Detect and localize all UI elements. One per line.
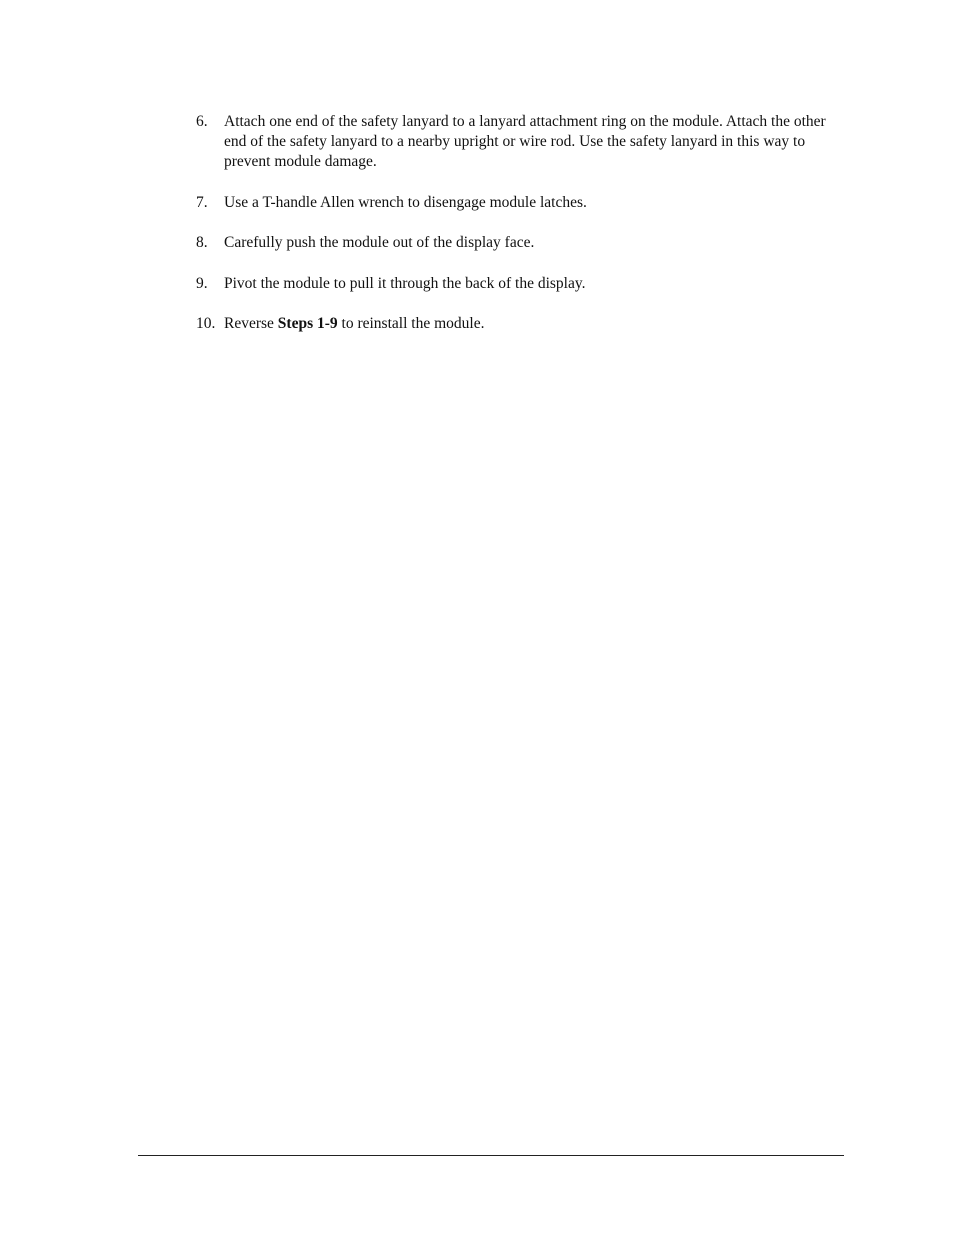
step-text-prefix: Reverse: [224, 315, 278, 332]
step-number: 10.: [196, 315, 216, 332]
step-reference-bold: Steps 1-9: [277, 315, 338, 332]
step-text: [224, 314, 841, 334]
step-text: Pivot the module to pull it through the back of the display.: [224, 274, 586, 292]
step-number: 8.: [196, 234, 208, 251]
list-item-step-6: [196, 112, 841, 172]
list-item-step-7: [196, 193, 841, 213]
list-item-step-9: [196, 274, 841, 294]
step-text: Use a T-handle Allen wrench to disengage module latches.: [224, 193, 587, 211]
list-item-step-10: [196, 314, 841, 334]
step-number: 7.: [196, 193, 208, 211]
step-text: Attach one end of the safety lanyard to a lanyard attachment ring on the module. Attach the other end of the safety lanyard to a nearby upright or wire rod. Use the safety lanyard in this way to prevent module damage.: [224, 113, 826, 170]
step-text-suffix: to reinstall the module.: [337, 315, 485, 332]
step-text: Carefully push the module out of the display face.: [224, 234, 535, 251]
footer-divider: [138, 1155, 844, 1156]
procedure-steps-list: [196, 112, 841, 355]
step-number: 9.: [196, 274, 208, 292]
list-item-step-8: [196, 233, 841, 253]
step-number: 6.: [196, 113, 208, 130]
